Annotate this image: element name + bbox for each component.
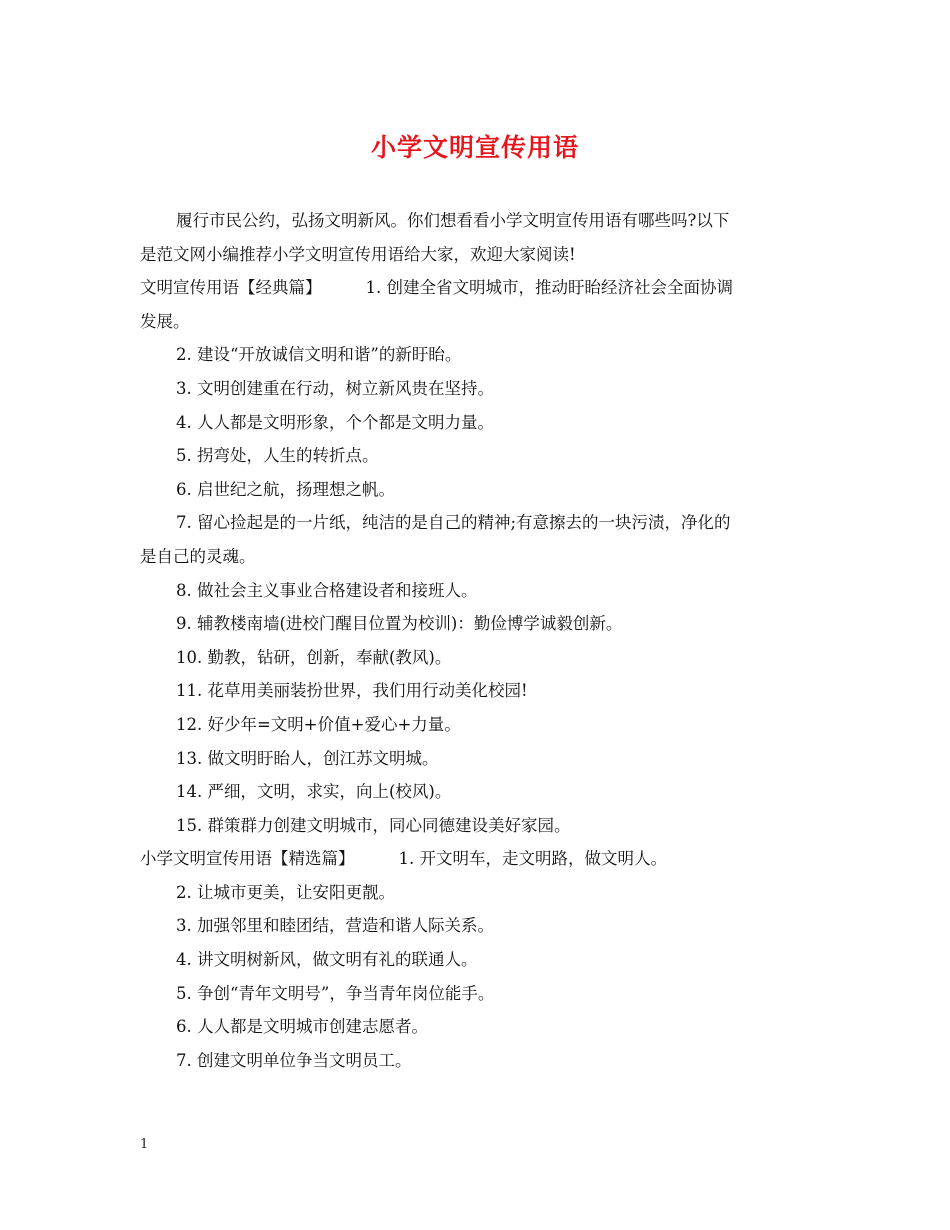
intro-paragraph-line: 是范文网小编推荐小学文明宣传用语给大家，欢迎大家阅读! (140, 244, 576, 264)
list-item: 4. 讲文明树新风，做文明有礼的联通人。 (176, 950, 478, 970)
list-item: 7. 留心捡起是的一片纸，纯洁的是自己的精神;有意擦去的一块污渍，净化的 (176, 513, 731, 533)
list-item: 12. 好少年=文明+价值+爱心+力量。 (176, 714, 461, 734)
section-heading: 小学文明宣传用语【精选篇】 (140, 849, 355, 869)
list-item: 5. 争创“青年文明号”，争当青年岗位能手。 (176, 983, 495, 1003)
section-heading-line (140, 842, 820, 876)
list-item: 1. 开文明车，走文明路，做文明人。 (398, 849, 667, 869)
page-title: 小学文明宣传用语 (370, 133, 579, 162)
list-item: 6. 人人都是文明城市创建志愿者。 (176, 1017, 428, 1037)
list-item: 14. 严细，文明，求实，向上(校风)。 (176, 782, 452, 802)
list-item: 8. 做社会主义事业合格建设者和接班人。 (176, 580, 478, 600)
list-item: 1. 创建全省文明城市，推动盱眙经济社会全面协调 (365, 278, 733, 298)
intro-paragraph-line: 履行市民公约，弘扬文明新风。你们想看看小学文明宣传用语有哪些吗?以下 (176, 211, 730, 230)
list-item: 6. 启世纪之航，扬理想之帆。 (176, 479, 395, 499)
list-item: 13. 做文明盱眙人，创江苏文明城。 (176, 748, 439, 768)
list-item-continuation: 是自己的灵魂。 (140, 546, 256, 566)
list-item: 11. 花草用美丽装扮世界，我们用行动美化校园! (176, 681, 528, 701)
list-item: 9. 辅教楼南墙(进校门醒目位置为校训)：勤俭博学诚毅创新。 (176, 614, 623, 634)
section-heading: 文明宣传用语【经典篇】 (140, 278, 322, 298)
list-item: 4. 人人都是文明形象，个个都是文明力量。 (176, 412, 494, 432)
list-item: 2. 让城市更美，让安阳更靓。 (176, 882, 395, 902)
list-item: 5. 拐弯处，人生的转折点。 (176, 446, 379, 466)
list-item: 3. 加强邻里和睦团结，营造和谐人际关系。 (176, 916, 494, 936)
section-heading-line (140, 271, 820, 305)
list-item: 2. 建设“开放诚信文明和谐”的新盱眙。 (176, 345, 462, 365)
list-item: 3. 文明创建重在行动，树立新风贵在坚持。 (176, 378, 494, 398)
list-item: 7. 创建文明单位争当文明员工。 (176, 1050, 412, 1070)
document-body (140, 204, 820, 1077)
page-number: 1 (140, 1137, 149, 1152)
list-item: 10. 勤教，钻研，创新，奉献(教风)。 (176, 647, 452, 667)
list-item: 15. 群策群力创建文明城市，同心同德建设美好家园。 (176, 815, 571, 835)
list-item-continuation: 发展。 (140, 311, 190, 331)
